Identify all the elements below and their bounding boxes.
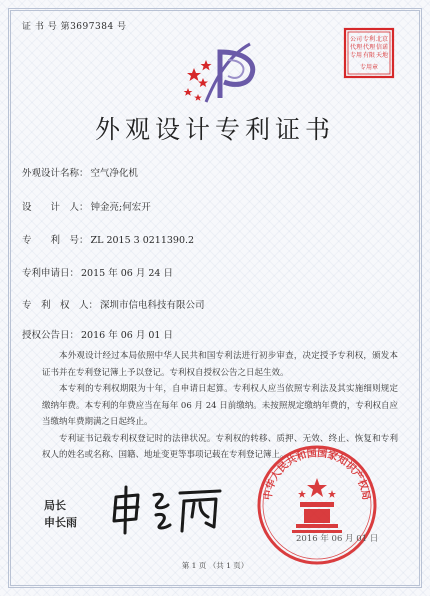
filing-date-row xyxy=(22,265,173,279)
svg-text:天地: 天地 xyxy=(375,52,389,59)
svg-text:专用: 专用 xyxy=(349,52,363,59)
patent-owner-label: 专 利 权 人： xyxy=(22,300,99,311)
page-number: 第 1 页 （共 1 页） xyxy=(181,561,249,570)
svg-text:专利: 专利 xyxy=(362,36,376,43)
sipo-logo xyxy=(176,38,266,108)
issue-date: 2016 年 06 月 01 日 xyxy=(296,534,379,544)
director-title: 局长 xyxy=(44,499,66,512)
svg-text:有限: 有限 xyxy=(362,52,376,59)
svg-text:中华人民共和国国家知识产权局: 中华人民共和国国家知识产权局 xyxy=(262,448,372,501)
svg-text:信诺: 信诺 xyxy=(375,44,389,51)
design-name-value: 空气净化机 xyxy=(90,168,139,179)
patent-number-row xyxy=(22,232,194,246)
svg-text:北京: 北京 xyxy=(375,36,389,43)
patent-owner-row xyxy=(22,297,205,311)
director-signature xyxy=(108,483,228,535)
design-name-row xyxy=(22,165,138,179)
body-paragraph: 专利证书记载专利权登记时的法律状况。专利权的转移、质押、无效、终止、恢复和专利权人的姓名或名称、国籍、地址变更等事项记载在专利登记簿上。 xyxy=(42,433,398,460)
designer-value: 钟金亮;何宏开 xyxy=(90,202,151,213)
svg-text:公司: 公司 xyxy=(349,36,363,43)
design-name-label: 外观设计名称： xyxy=(22,168,89,179)
patent-owner-value: 深圳市信电科技有限公司 xyxy=(100,300,205,311)
grant-date-value: 2016 年 06 月 01 日 xyxy=(81,330,173,341)
certificate-number: 证 书 号 第3697384 号 xyxy=(22,22,127,32)
patent-number-label: 专 利 号： xyxy=(22,235,89,246)
filing-date-value: 2015 年 06 月 24 日 xyxy=(81,268,173,279)
agency-stamp xyxy=(342,26,396,80)
filing-date-label: 专利申请日： xyxy=(22,268,80,279)
patent-number-value: ZL 2015 3 0211390.2 xyxy=(90,235,195,246)
designer-label: 设 计 人： xyxy=(22,202,89,213)
grant-date-row xyxy=(22,327,173,341)
director-name: 申长雨 xyxy=(44,516,77,529)
grant-date-label: 授权公告日： xyxy=(22,330,80,341)
svg-text:代理: 代理 xyxy=(362,44,376,51)
certificate-title: 外观设计专利证书 xyxy=(94,115,335,144)
designer-row xyxy=(22,199,151,213)
body-paragraph: 本外观设计经过本局依照中华人民共和国专利法进行初步审查，决定授予专利权，颁发本证书并在专利登记簿上予以登记。专利权自授权公告之日起生效。 xyxy=(42,351,398,378)
svg-text:代理: 代理 xyxy=(349,44,363,51)
official-seal xyxy=(252,440,382,570)
body-paragraph: 本专利的专利权期限为十年，自申请日起算。专利权人应当依照专利法及其实施细则规定缴纳年费。本专利的年费应当在每年 06 月 24 日前缴纳。未按照规定缴纳年费的，专利权自应当缴纳年费期满之日起终止。 xyxy=(42,384,398,427)
svg-text:专用章: 专用章 xyxy=(359,64,379,71)
